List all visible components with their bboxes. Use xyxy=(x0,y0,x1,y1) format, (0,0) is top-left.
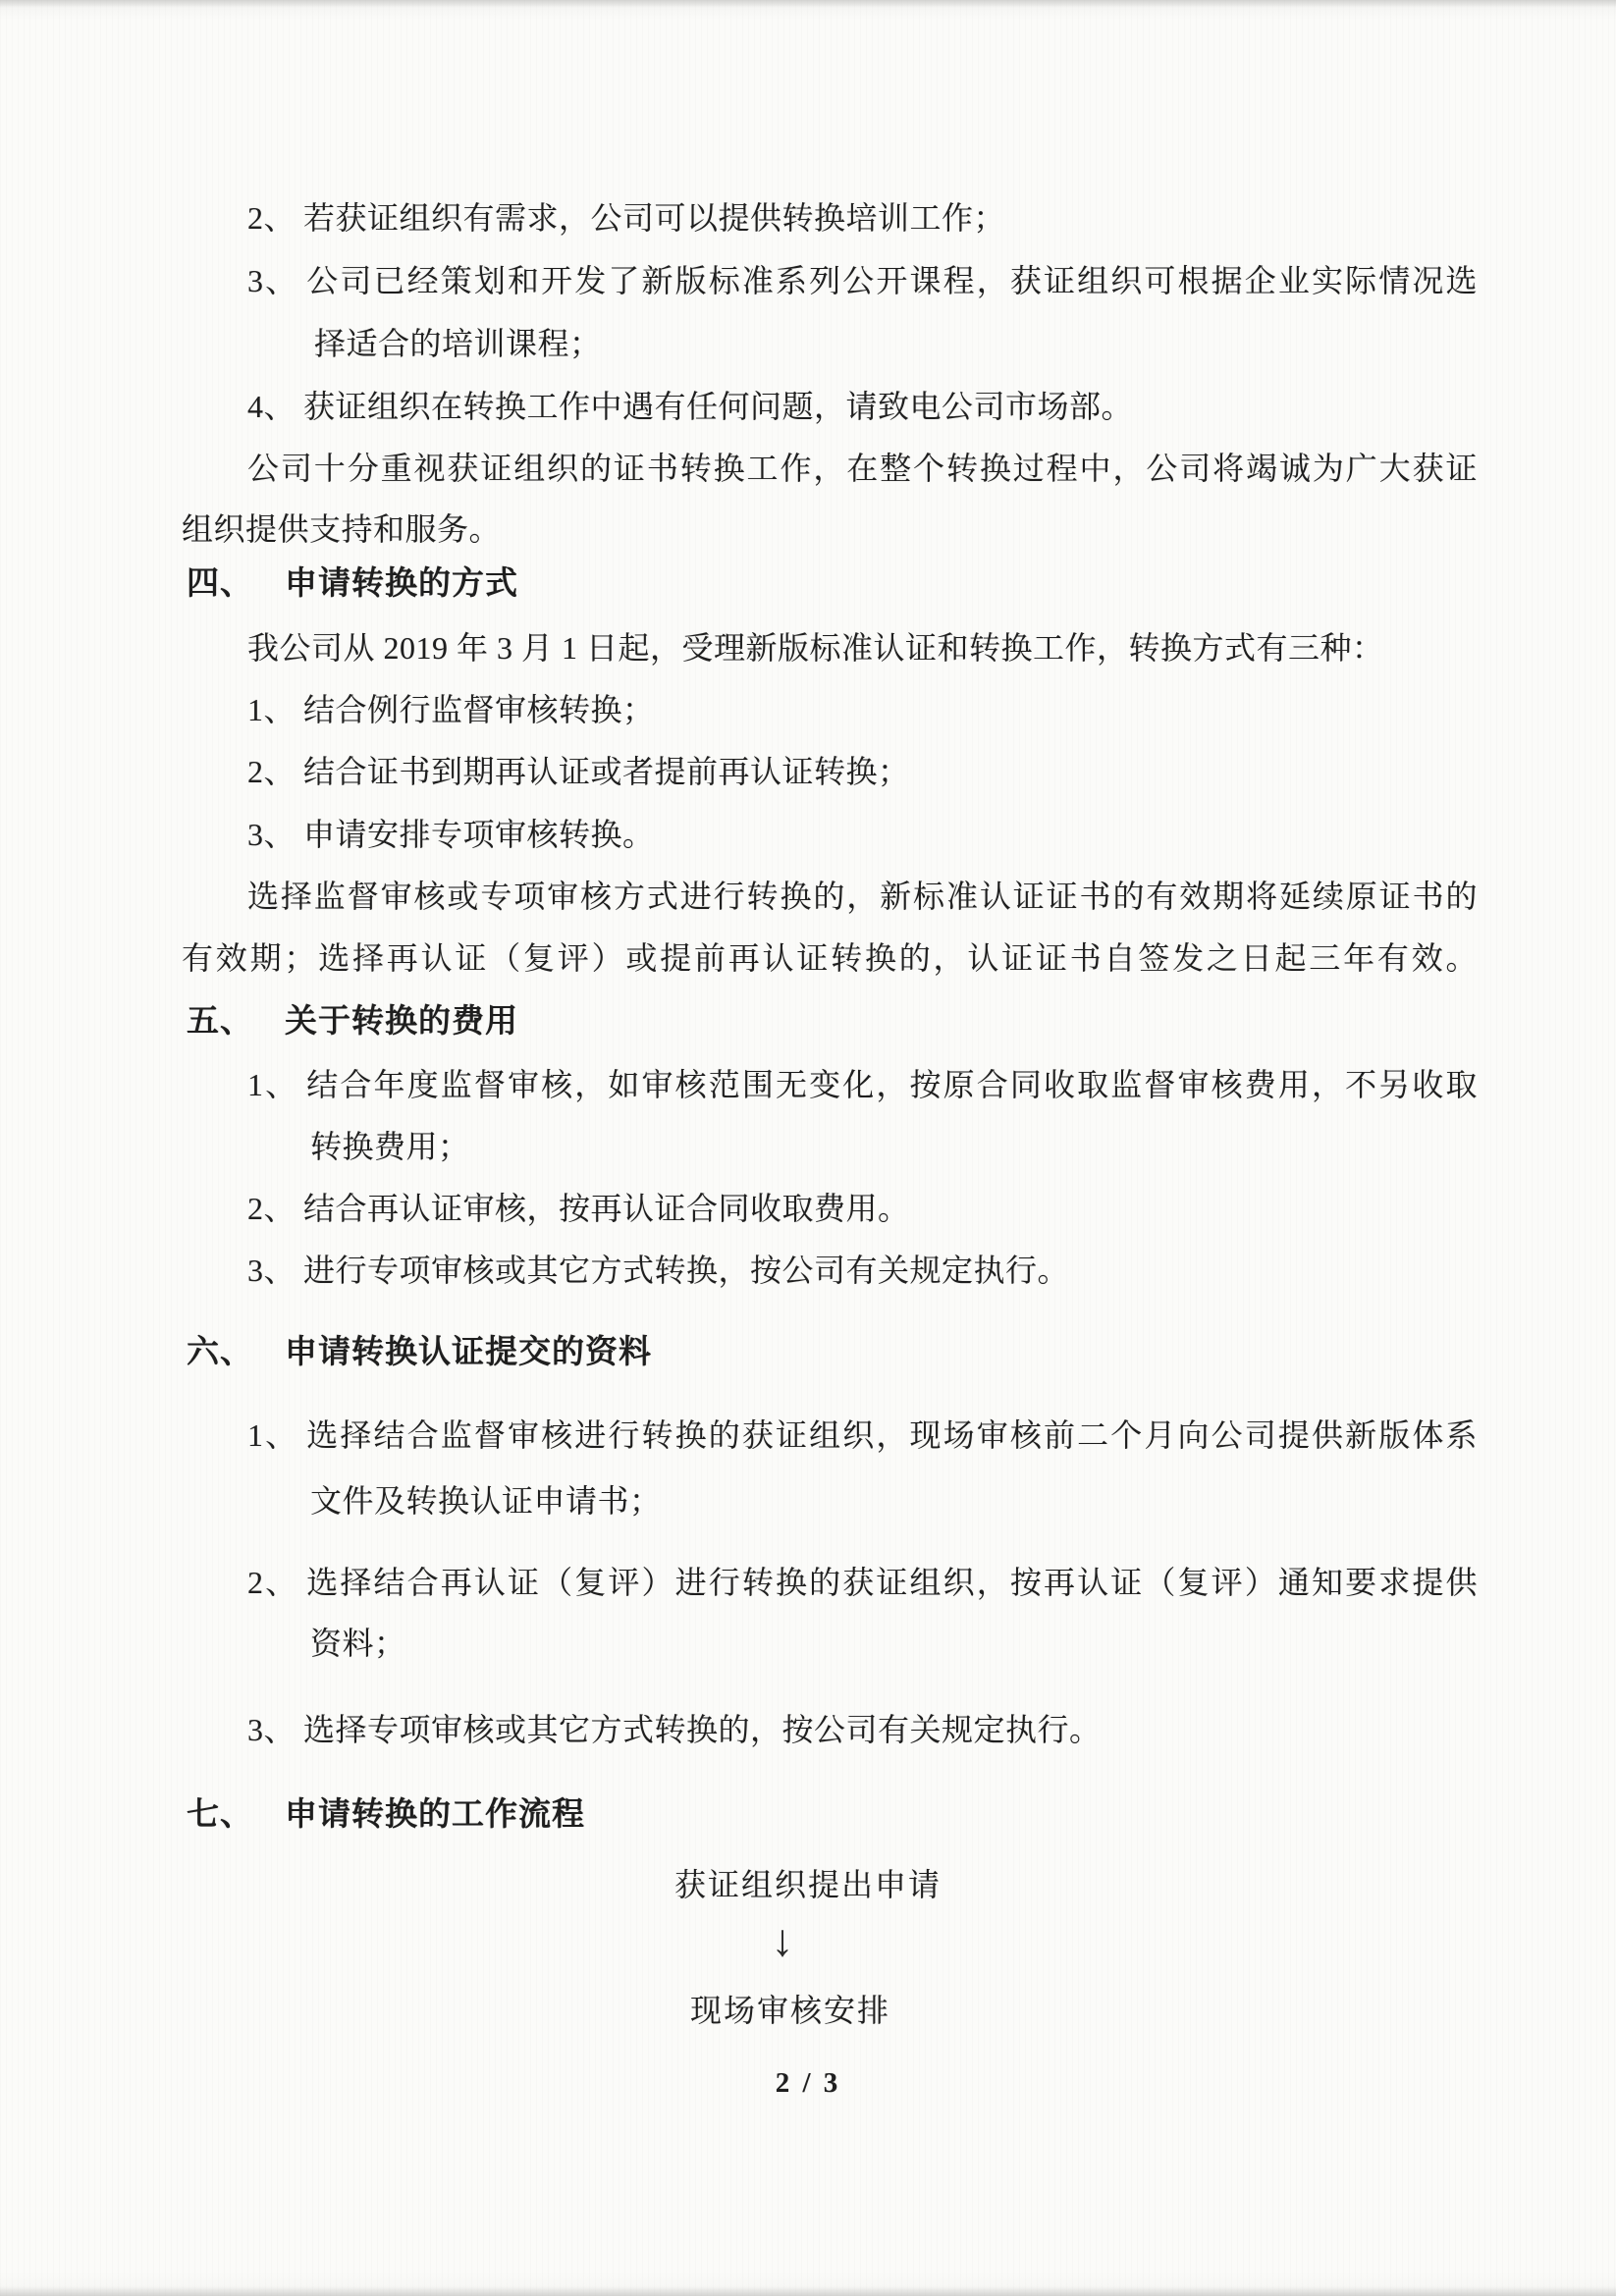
list-item xyxy=(247,1414,1478,1457)
list-item xyxy=(247,750,910,793)
list-marker: 1、 xyxy=(247,1417,299,1453)
list-marker: 3、 xyxy=(247,263,299,298)
paragraph-line: 有效期；选择再认证（复评）或提前再认证转换的，认证证书自签发之日起三年有效。 xyxy=(182,940,1478,976)
section-heading xyxy=(187,561,518,605)
list-marker: 1、 xyxy=(247,692,296,727)
list-item xyxy=(247,1249,1069,1292)
list-marker: 3、 xyxy=(247,817,296,852)
section-heading xyxy=(187,1330,652,1373)
list-marker: 1、 xyxy=(247,1067,299,1102)
list-item xyxy=(247,196,1005,240)
list-item-text: 结合再认证审核，按再认证合同收取费用。 xyxy=(303,1191,910,1226)
flow-step: 获证组织提出申请 xyxy=(673,1867,943,1902)
section-title: 申请转换认证提交的资料 xyxy=(285,1333,652,1369)
list-item-text: 公司已经策划和开发了新版标准系列公开课程，获证组织可根据企业实际情况选 xyxy=(306,263,1478,298)
paragraph-line: 组织提供支持和服务。 xyxy=(182,511,502,547)
paragraph-line: 公司十分重视获证组织的证书转换工作，在整个转换过程中，公司将竭诚为广大获证 xyxy=(247,451,1478,486)
section-title: 申请转换的工作流程 xyxy=(285,1795,585,1832)
list-marker: 2、 xyxy=(247,1565,299,1600)
list-marker: 3、 xyxy=(247,1253,296,1288)
list-marker: 4、 xyxy=(247,389,296,424)
list-item-text: 结合例行监督审核转换； xyxy=(303,692,655,727)
section-title: 申请转换的方式 xyxy=(285,564,518,601)
list-item xyxy=(247,385,1133,428)
list-item xyxy=(247,813,655,856)
list-item-text: 申请安排专项审核转换。 xyxy=(303,817,655,852)
list-item-continuation: 转换费用； xyxy=(310,1129,470,1164)
section-title: 关于转换的费用 xyxy=(285,1002,518,1039)
list-item-text: 进行专项审核或其它方式转换，按公司有关规定执行。 xyxy=(303,1253,1070,1288)
list-item-continuation: 择适合的培训课程； xyxy=(314,326,602,361)
down-arrow-icon: ↓ xyxy=(771,1915,794,1965)
list-item-text: 选择结合监督审核进行转换的获证组织，现场审核前二个月向公司提供新版体系 xyxy=(306,1417,1478,1453)
list-marker: 2、 xyxy=(247,754,296,789)
list-item-text: 获证组织在转换工作中遇有任何问题，请致电公司市场部。 xyxy=(303,389,1134,424)
paragraph-line: 选择监督审核或专项审核方式进行转换的，新标准认证证书的有效期将延续原证书的 xyxy=(247,879,1478,914)
list-marker: 2、 xyxy=(247,200,296,236)
list-item xyxy=(247,259,1478,302)
section-number: 五、 xyxy=(187,1002,253,1039)
list-marker: 2、 xyxy=(247,1191,296,1226)
list-item-text: 若获证组织有需求，公司可以提供转换培训工作； xyxy=(303,200,1006,236)
section-number: 四、 xyxy=(187,564,253,601)
section-number: 七、 xyxy=(187,1795,253,1832)
list-item xyxy=(247,688,655,731)
list-item-text: 选择专项审核或其它方式转换的，按公司有关规定执行。 xyxy=(303,1712,1102,1747)
section-heading xyxy=(187,1792,585,1836)
list-item xyxy=(247,1063,1478,1106)
list-item-text: 结合年度监督审核，如审核范围无变化，按原合同收取监督审核费用，不另收取 xyxy=(306,1067,1478,1102)
list-marker: 3、 xyxy=(247,1712,296,1747)
section-heading xyxy=(187,999,518,1042)
list-item xyxy=(247,1561,1478,1604)
flow-step: 现场审核安排 xyxy=(689,1993,891,2028)
list-item-text: 结合证书到期再认证或者提前再认证转换； xyxy=(303,754,910,789)
list-item xyxy=(247,1708,1102,1751)
list-item-text: 选择结合再认证（复评）进行转换的获证组织，按再认证（复评）通知要求提供 xyxy=(306,1565,1478,1600)
section-number: 六、 xyxy=(187,1333,253,1369)
list-item-continuation: 文件及转换认证申请书； xyxy=(310,1483,662,1519)
list-item xyxy=(247,1187,910,1230)
list-item-continuation: 资料； xyxy=(310,1626,406,1661)
page-number: 2 / 3 xyxy=(775,2067,841,2099)
paragraph-line: 我公司从 2019 年 3 月 1 日起，受理新版标准认证和转换工作，转换方式有三种： xyxy=(247,630,1384,666)
